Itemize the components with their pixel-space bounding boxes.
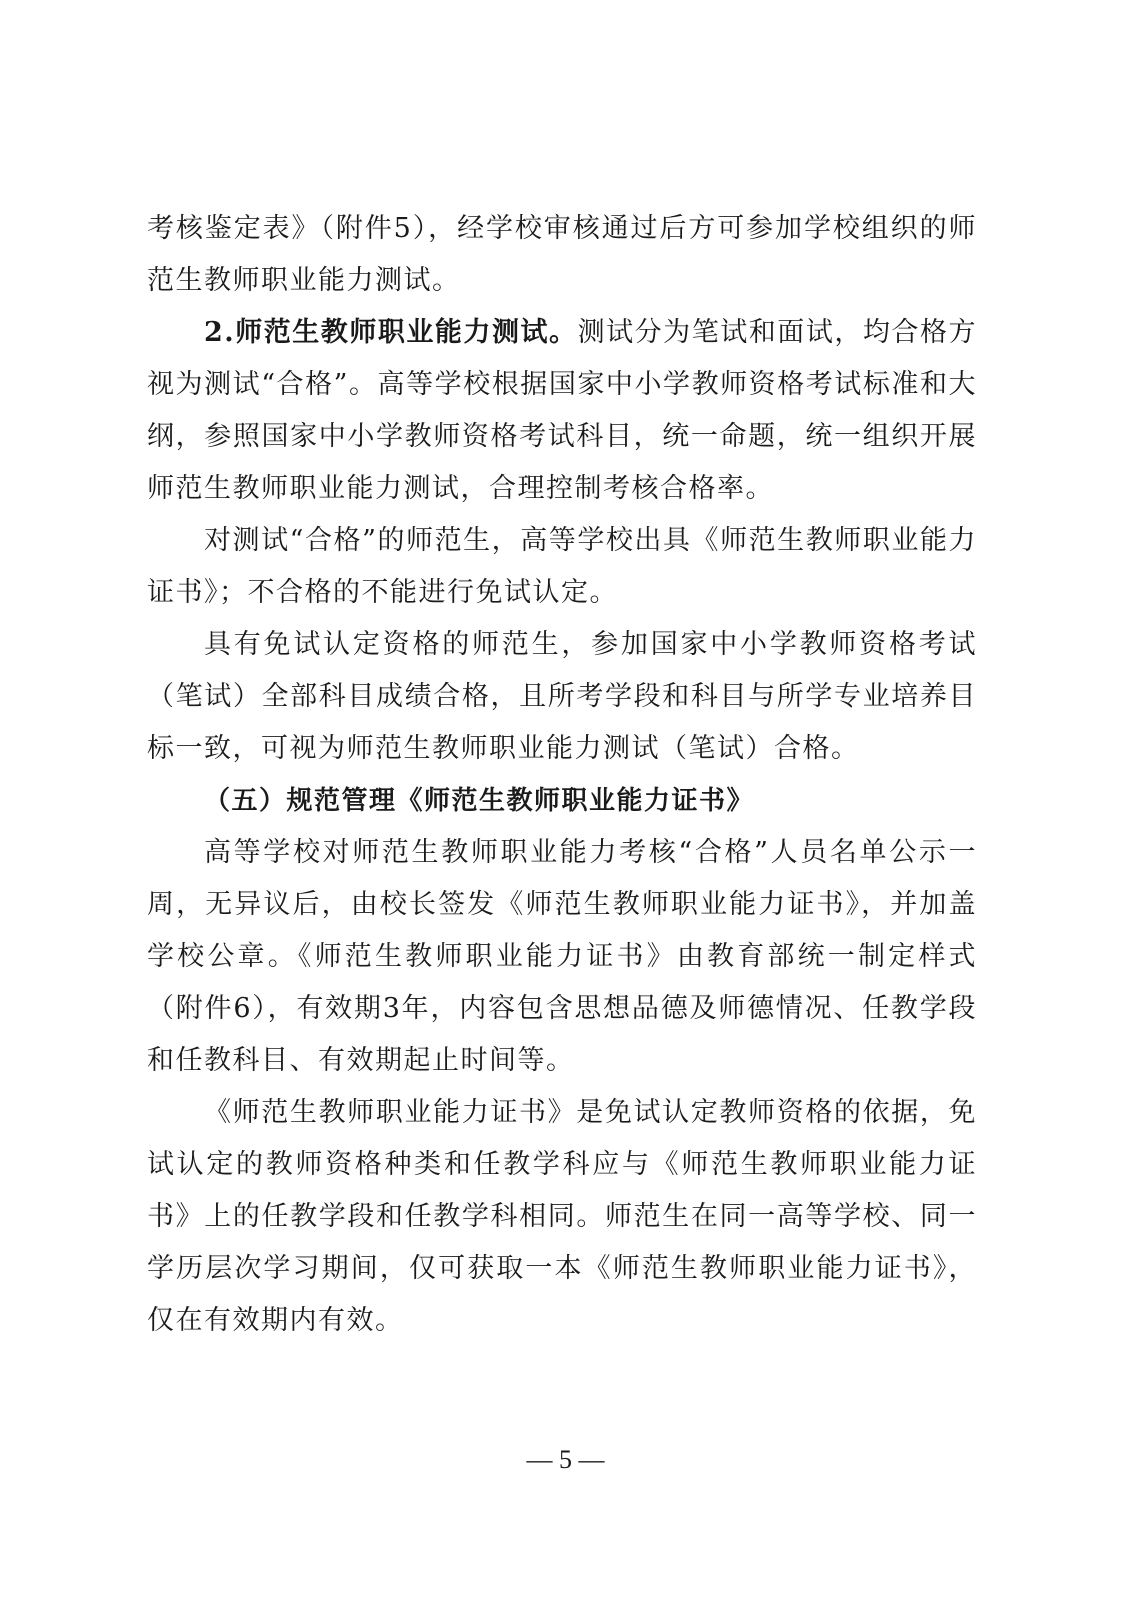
document-body [147,203,977,1347]
paragraph-text: 《师范生教师职业能力证书》是免试认定教师资格的依据，免试认定的教师资格种类和任教学科应与《师范生教师职业能力证书》上的任教学段和任教学科相同。师范生在同一高等学校、同一学历层次学习期间，仅可获取一本《师范生教师职业能力证书》，仅在有效期内有效。 [147,1097,977,1336]
paragraph-certificate-issuance [147,515,977,619]
paragraph-text: 对测试“合格”的师范生，高等学校出具《师范生教师职业能力证书》；不合格的不能进行免试认定。 [147,525,977,608]
paragraph-certificate-management [147,827,977,1087]
paragraph-professional-ability-test [147,307,977,515]
paragraph-text: 考核鉴定表》（附件5），经学校审核通过后方可参加学校组织的师范生教师职业能力测试。 [147,213,977,296]
paragraph-text: 具有免试认定资格的师范生，参加国家中小学教师资格考试（笔试）全部科目成绩合格，且所考学段和科目与所学专业培养目标一致，可视为师范生教师职业能力测试（笔试）合格。 [147,629,977,764]
paragraph-exemption-qualification [147,619,977,775]
paragraph-text: 测试分为笔试和面试，均合格方视为测试“合格”。高等学校根据国家中小学教师资格考试标准和大纲，参照国家中小学教师资格考试科目，统一命题，统一组织开展师范生教师职业能力测试，合理控制考核合格率。 [147,317,977,504]
section-heading: （五）规范管理《师范生教师职业能力证书》 [204,786,755,816]
paragraph-text: 高等学校对师范生教师职业能力考核“合格”人员名单公示一周，无异议后，由校长签发《师范生教师职业能力证书》，并加盖学校公章。《师范生教师职业能力证书》由教育部统一制定样式（附件6），有效期3年，内容包含思想品德及师德情况、任教学段和任教科目、有效期起止时间等。 [147,837,977,1076]
paragraph-certificate-validity [147,1087,977,1347]
paragraph-continuation [147,203,977,307]
page-number: — 5 — [526,1445,605,1474]
paragraph-lead: 2.师范生教师职业能力测试。 [204,317,578,348]
